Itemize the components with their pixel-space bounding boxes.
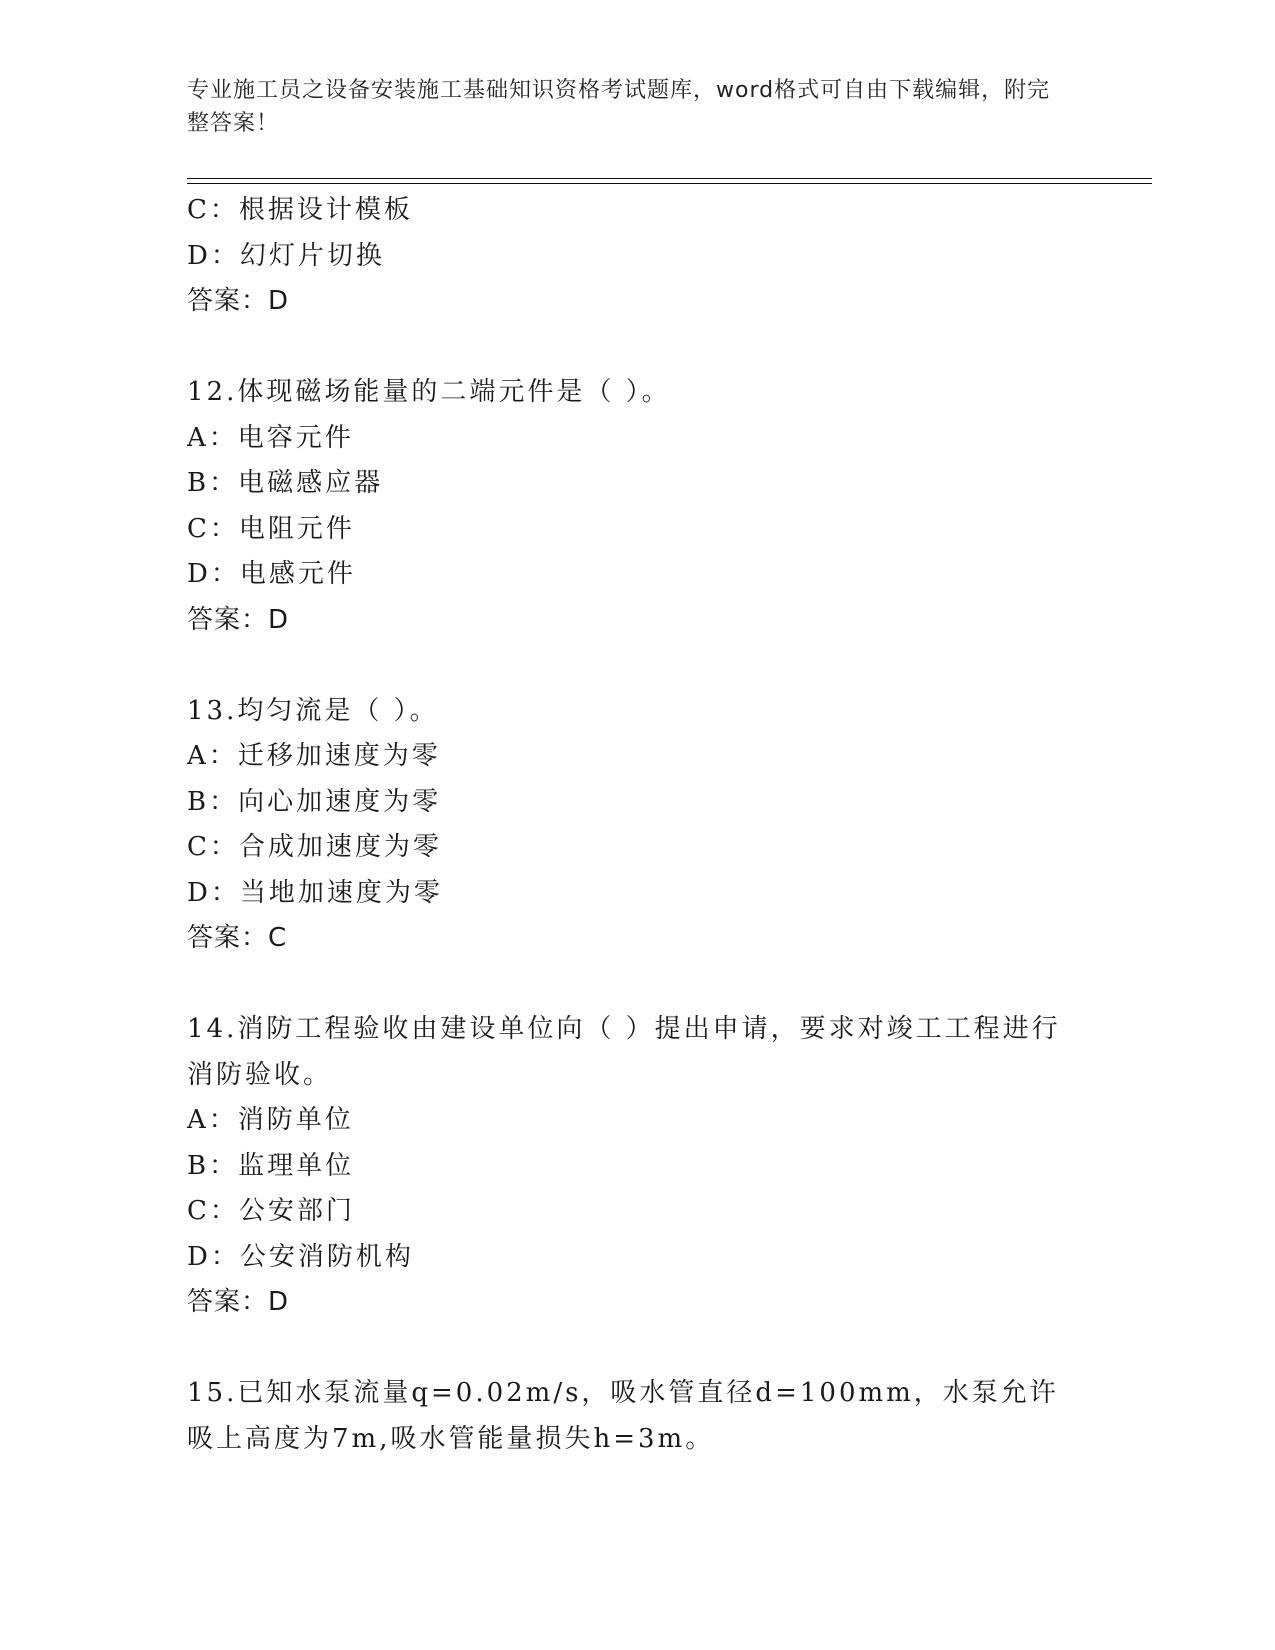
question-stem: 12.体现磁场能量的二端元件是（ ）。	[187, 377, 671, 407]
option-c: C：合成加速度为零	[187, 832, 442, 862]
option-d: D：幻灯片切换	[187, 240, 385, 271]
question-content	[187, 188, 1087, 1462]
answer: 答案：C	[187, 923, 288, 953]
option-b: B：电磁感应器	[187, 468, 384, 498]
question-12	[187, 370, 1087, 643]
question-stem: 15.已知水泵流量q=0.02m/s，吸水管直径d=100mm，水泵允许吸上高度为7m,吸水管能量损失h=3m。	[187, 1378, 1059, 1454]
question-15	[187, 1371, 1087, 1462]
option-d: D：当地加速度为零	[187, 877, 443, 908]
question-14	[187, 1007, 1087, 1326]
question-13	[187, 689, 1087, 962]
question-stem: 13.均匀流是（ ）。	[187, 695, 439, 726]
option-b: B：监理单位	[187, 1150, 355, 1181]
option-b: B：向心加速度为零	[187, 786, 442, 817]
document-header: 专业施工员之设备安装施工基础知识资格考试题库，word格式可自由下载编辑，附完整答案！	[187, 78, 1051, 136]
option-d: D：电感元件	[187, 559, 356, 589]
option-c: C：根据设计模板	[187, 195, 413, 225]
header-rule-top	[187, 178, 1152, 179]
question-11-continuation	[187, 188, 1087, 325]
answer: 答案：D	[187, 1287, 290, 1317]
header-rule-bottom	[187, 183, 1152, 184]
answer: 答案：D	[187, 604, 290, 635]
option-d: D：公安消防机构	[187, 1241, 414, 1272]
option-a: A：消防单位	[187, 1105, 354, 1135]
question-stem: 14.消防工程验收由建设单位向（ ）提出申请，要求对竣工工程进行消防验收。	[187, 1014, 1061, 1090]
option-c: C：公安部门	[187, 1196, 355, 1226]
option-c: C：电阻元件	[187, 513, 355, 544]
option-a: A：电容元件	[187, 422, 354, 453]
option-a: A：迁移加速度为零	[187, 741, 441, 771]
answer: 答案：D	[187, 286, 290, 316]
